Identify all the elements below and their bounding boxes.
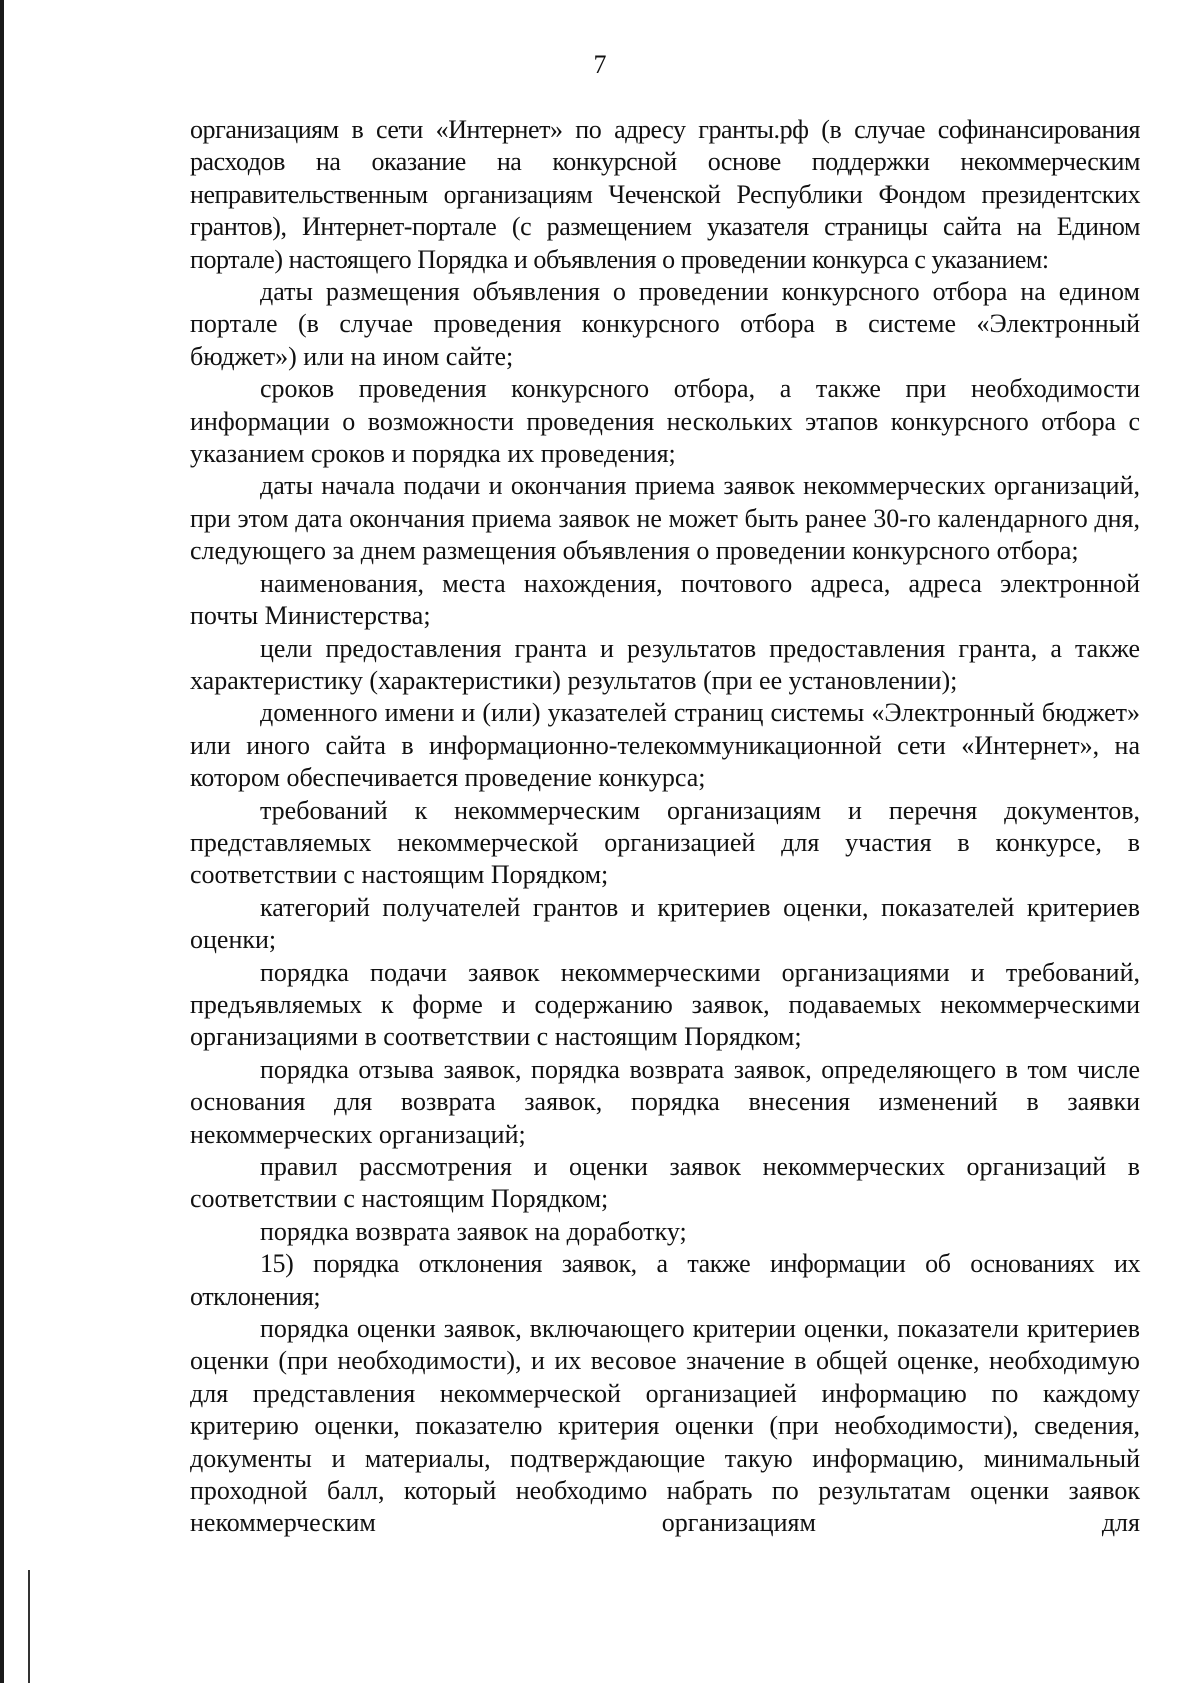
paragraph-item-return-for-revision: порядка возврата заявок на доработку; xyxy=(260,1216,687,1246)
paragraph-item-rejection-order: 15) порядка отклонения заявок, а также информации об основаниях их отклонения; xyxy=(190,1249,1140,1311)
paragraph-item-grant-goals: цели предоставления гранта и результатов предоставления гранта, а также характеристику (характеристики) результатов (при ее установлении); xyxy=(190,633,1140,695)
page-number: 7 xyxy=(593,50,607,79)
paragraph-item-domain-name: доменного имени и (или) указателей страниц системы «Электронный бюджет» или иного сайта в информационно-телекоммуникационной сети «Интернет», на котором обеспечивается проведение конкурса; xyxy=(190,698,1140,793)
paragraph-item-requirements: требований к некоммерческим организациям и перечня документов, представляемых некоммерческой организацией для участия в конкурсе, в соответствии с настоящим Порядком; xyxy=(190,795,1140,890)
scan-edge-mark xyxy=(28,1570,30,1683)
scan-edge-shadow xyxy=(0,0,4,1683)
paragraph-intro: организациям в сети «Интернет» по адресу гранты.рф (в случае софинансирования расходов на оказание на конкурсной основе поддержки некоммерческим неправительственным организациям Чеченской Республики Фондом президентских грантов), Интернет-портале (с размещением указателя страницы сайта на Едином портале) настоящего Порядка и объявления о проведении конкурса с указанием: xyxy=(190,115,1140,274)
paragraph-item-submission-order: порядка подачи заявок некоммерческими организациями и требований, предъявляемых к форме и содержанию заявок, подаваемых некоммерческими организациями в соответствии с настоящим Порядком; xyxy=(190,957,1140,1052)
paragraph-item-categories: категорий получателей грантов и критериев оценки, показателей критериев оценки; xyxy=(190,892,1140,955)
paragraph-item-ministry-address: наименования, места нахождения, почтового адреса, адреса электронной почты Министерства; xyxy=(190,568,1140,631)
paragraph-item-placement-date: даты размещения объявления о проведении конкурсного отбора на едином портале (в случае проведения конкурсного отбора в системе «Электронный бюджет») или на ином сайте; xyxy=(190,277,1140,371)
paragraph-item-evaluation-order: порядка оценки заявок, включающего критерии оценки, показатели критериев оценки (при необходимости), и их весовое значение в общей оценке, необходимую для представления некоммерческой организацией информацию по каждому критерию оценки, показателю критерия оценки (при необходимости), сведения, документы и материалы, подтверждающие такую информацию, минимальный проходной балл, который необходимо набрать по результатам оценки заявок некоммерческим организациям для xyxy=(190,1314,1140,1538)
paragraph-item-application-dates: даты начала подачи и окончания приема заявок некоммерческих организаций, при этом дата окончания приема заявок не может быть ранее 30-го календарного дня, следующего за днем размещения объявления о проведении конкурсного отбора; xyxy=(190,471,1140,566)
paragraph-item-withdrawal-order: порядка отзыва заявок, порядка возврата заявок, определяющего в том числе основания для возврата заявок, порядка внесения изменений в заявки некоммерческих организаций; xyxy=(190,1054,1140,1149)
paragraph-item-review-rules: правил рассмотрения и оценки заявок некоммерческих организаций в соответствии с настоящим Порядком; xyxy=(190,1152,1140,1214)
paragraph-item-selection-terms: сроков проведения конкурсного отбора, а также при необходимости информации о возможности проведения нескольких этапов конкурсного отбора с указанием сроков и порядка их проведения; xyxy=(190,374,1140,469)
document-body xyxy=(190,114,1140,1540)
